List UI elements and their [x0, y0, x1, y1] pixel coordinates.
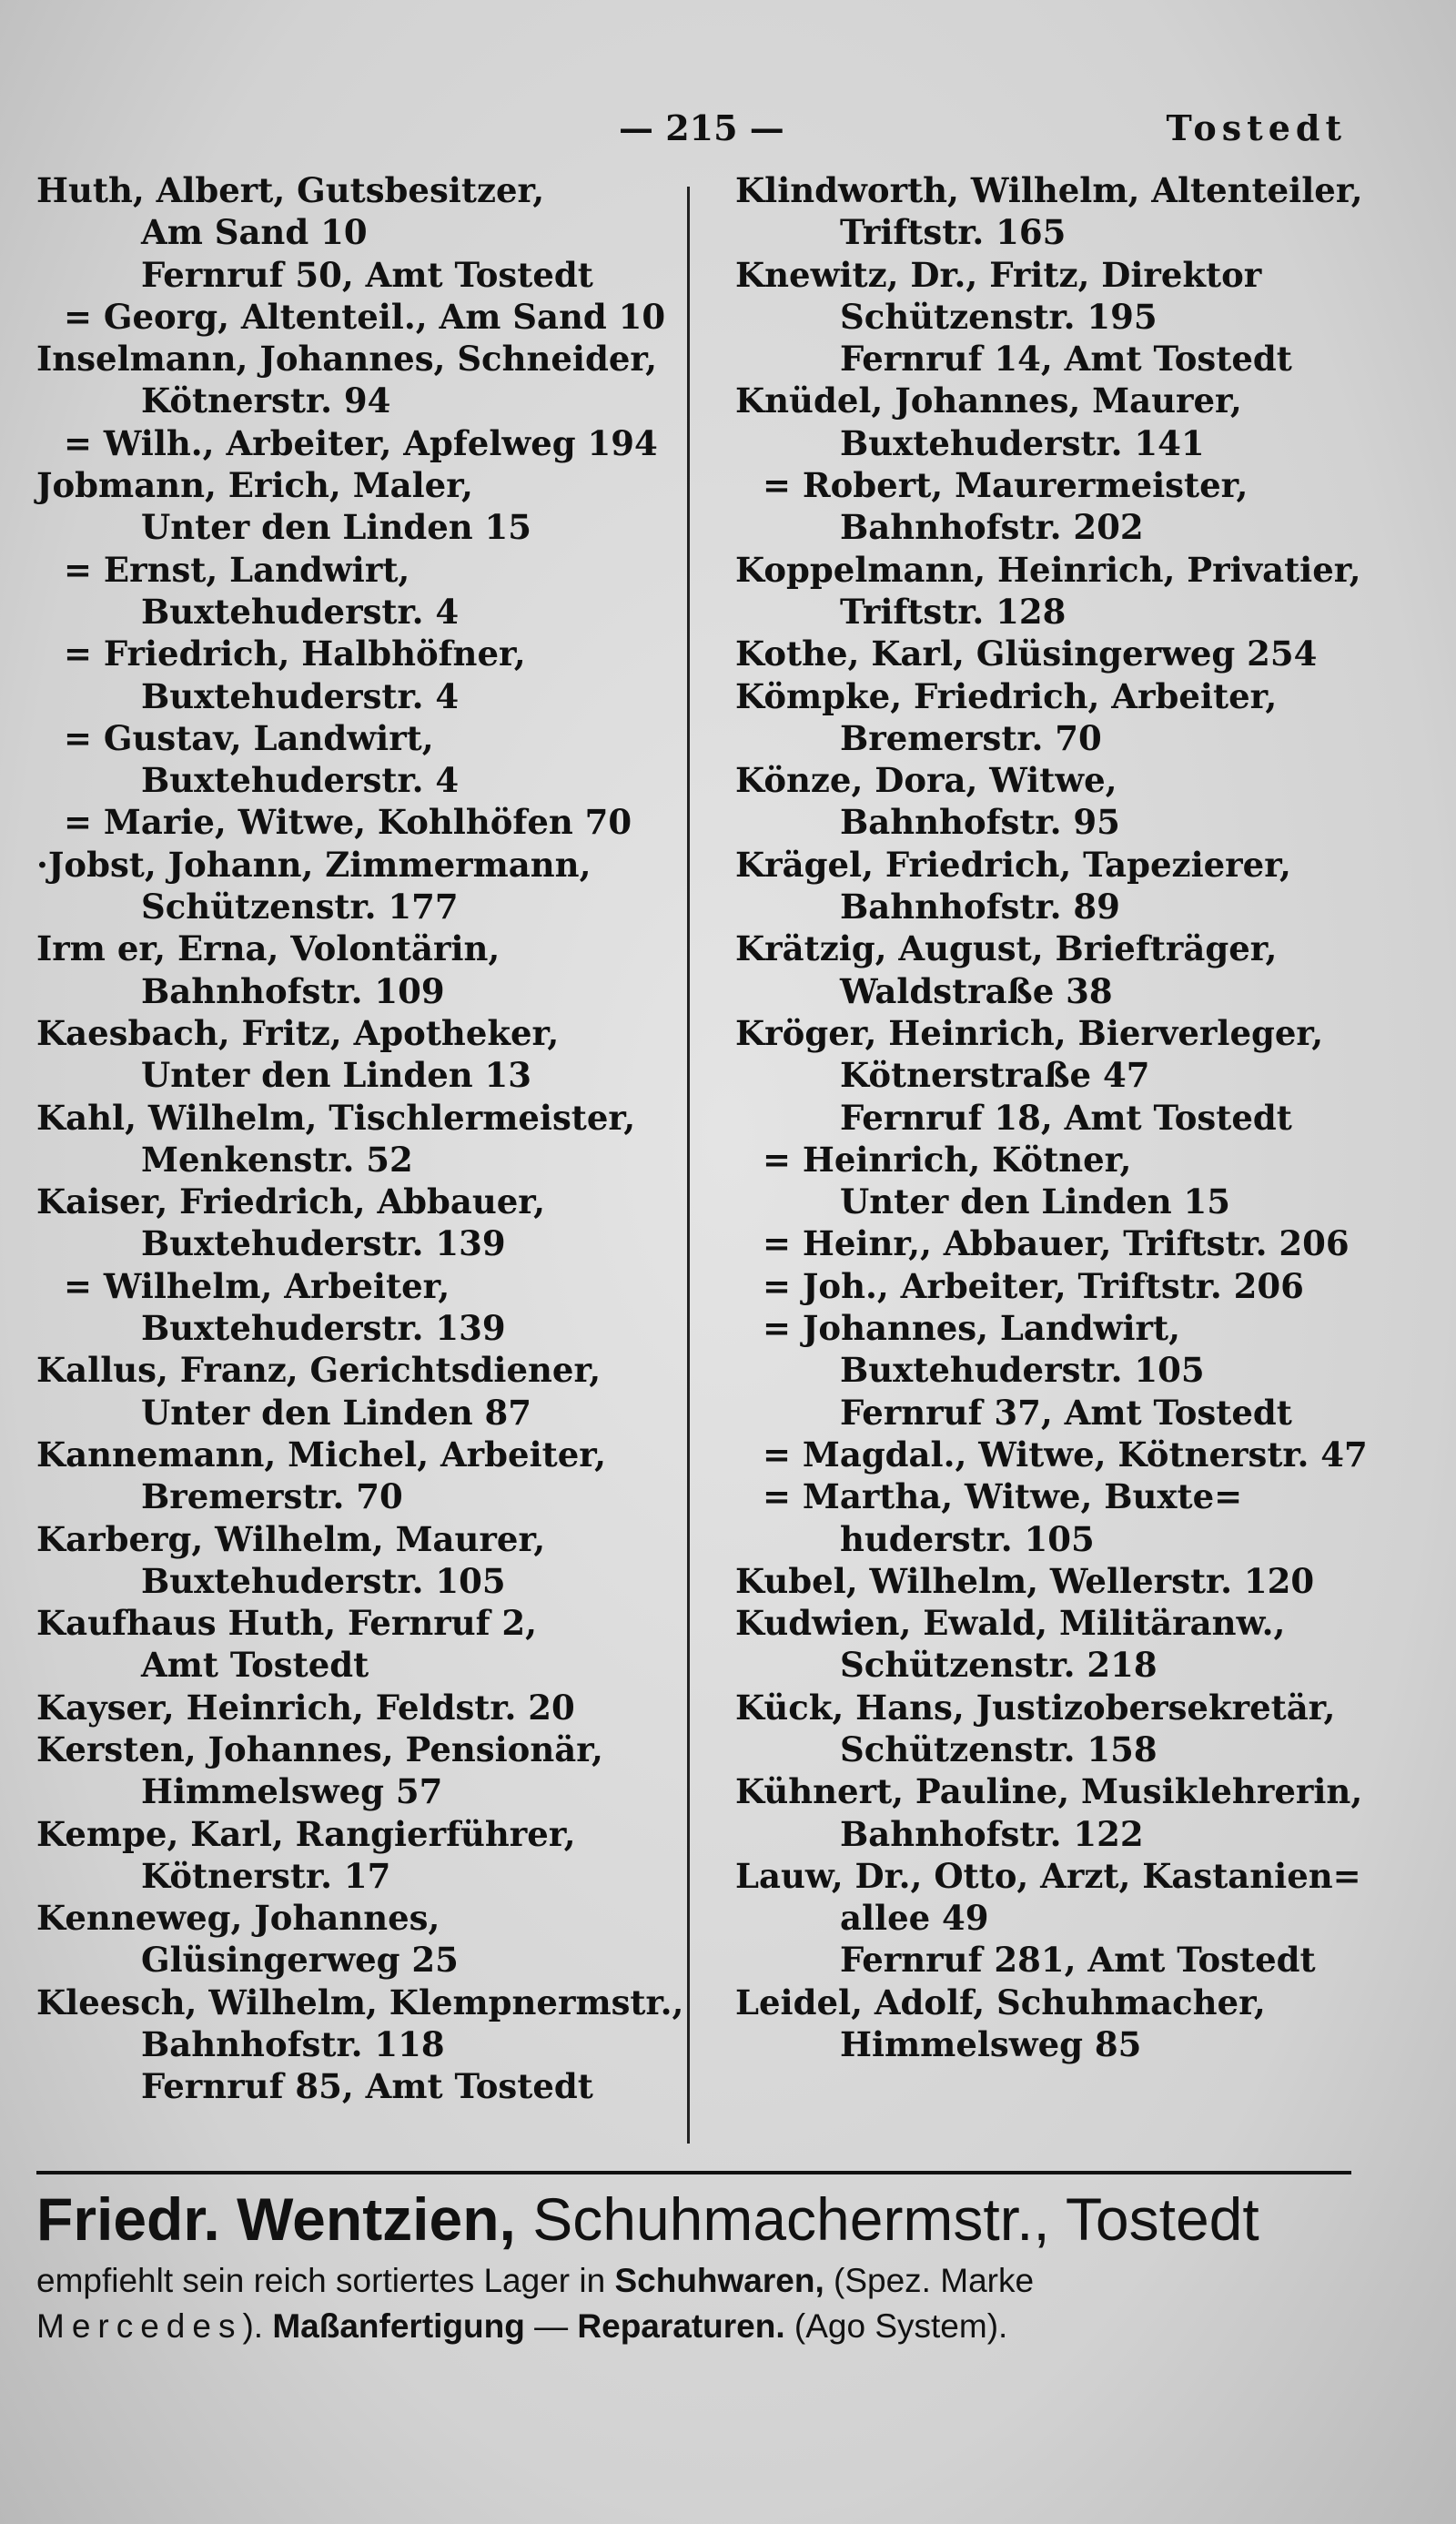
- directory-entry: Kaufhaus Huth, Fernruf 2,: [36, 1603, 538, 1644]
- directory-entry: Leidel, Adolf, Schuhmacher,: [735, 1982, 1266, 2022]
- directory-entry: Kenneweg, Johannes,: [36, 1898, 440, 1939]
- directory-entry: Krägel, Friedrich, Tapezierer,: [735, 844, 1291, 885]
- directory-entry: Könze, Dora, Witwe,: [735, 760, 1117, 801]
- directory-entry: Kayser, Heinrich, Feldstr. 20: [36, 1687, 575, 1728]
- directory-entry-line: Menkenstr. 52: [141, 1139, 413, 1180]
- directory-entry: Kleesch, Wilhelm, Klempnermstr.,: [36, 1982, 684, 2022]
- directory-entry: Klindworth, Wilhelm, Altenteiler,: [735, 170, 1363, 210]
- directory-entry-line: huderstr. 105: [840, 1518, 1095, 1559]
- directory-entry-line: Buxtehuderstr. 4: [141, 591, 460, 632]
- directory-entry-line: Fernruf 14, Amt Tostedt: [840, 339, 1292, 380]
- directory-entry-line: Kötnerstraße 47: [840, 1055, 1150, 1096]
- directory-entry-line: Fernruf 37, Amt Tostedt: [840, 1392, 1292, 1433]
- directory-entry: Kempe, Karl, Rangierführer,: [36, 1813, 576, 1854]
- directory-entry-line: = Marie, Witwe, Kohlhöfen 70: [64, 802, 632, 843]
- directory-entry-line: Glüsingerweg 25: [141, 1940, 459, 1981]
- directory-entry-line: Fernruf 281, Amt Tostedt: [840, 1940, 1316, 1981]
- column-divider: [687, 187, 690, 2144]
- directory-entry-line: = Wilh., Arbeiter, Apfelweg 194: [64, 422, 658, 463]
- directory-entry-line: = Gustav, Landwirt,: [64, 717, 434, 758]
- directory-entry-line: Unter den Linden 13: [141, 1055, 532, 1096]
- directory-entry-line: = Johannes, Landwirt,: [763, 1308, 1181, 1349]
- directory-entry-line: Kötnerstr. 94: [141, 380, 391, 421]
- directory-entry-line: = Georg, Altenteil., Am Sand 10: [64, 296, 666, 337]
- directory-entry-line: Buxtehuderstr. 141: [840, 422, 1205, 463]
- directory-entry: Karberg, Wilhelm, Maurer,: [36, 1518, 546, 1559]
- directory-entry: Kudwien, Ewald, Militäranw.,: [735, 1603, 1286, 1644]
- directory-entry-line: = Martha, Witwe, Buxte=: [763, 1476, 1243, 1517]
- directory-entry-line: Bahnhofstr. 95: [840, 802, 1120, 843]
- directory-entry-line: = Heinr,, Abbauer, Triftstr. 206: [763, 1223, 1350, 1264]
- directory-entry-line: Bahnhofstr. 202: [840, 507, 1144, 548]
- directory-entry-line: Fernruf 18, Amt Tostedt: [840, 1097, 1292, 1138]
- directory-entry-line: = Robert, Maurermeister,: [763, 465, 1249, 506]
- directory-entry-line: Buxtehuderstr. 139: [141, 1308, 506, 1349]
- directory-entry: Kaiser, Friedrich, Abbauer,: [36, 1181, 545, 1222]
- ad-brand: Mercedes: [36, 2307, 243, 2345]
- directory-entry-line: Schützenstr. 195: [840, 296, 1158, 337]
- directory-entry-line: allee 49: [840, 1898, 989, 1939]
- advertisement-line-1: [36, 2258, 1351, 2304]
- directory-entry: Irm er, Erna, Volontärin,: [36, 928, 500, 969]
- directory-entry: Kömpke, Friedrich, Arbeiter,: [735, 675, 1278, 716]
- ad-text-part: (Ago System).: [784, 2307, 1008, 2345]
- directory-entry: Kubel, Wilhelm, Wellerstr. 120: [735, 1560, 1315, 1601]
- directory-entry-line: Amt Tostedt: [141, 1645, 369, 1686]
- directory-entry: Lauw, Dr., Otto, Arzt, Kastanien=: [735, 1855, 1361, 1896]
- directory-entry-line: Unter den Linden 87: [141, 1392, 532, 1433]
- ad-text-part: (Spez. Marke: [824, 2262, 1035, 2299]
- directory-entry-line: Schützenstr. 177: [141, 887, 459, 927]
- directory-entry-line: Triftstr. 128: [840, 591, 1067, 632]
- directory-entry-line: Himmelsweg 85: [840, 2024, 1142, 2065]
- directory-entry: Kröger, Heinrich, Bierverleger,: [735, 1012, 1324, 1053]
- directory-entry-line: = Joh., Arbeiter, Triftstr. 206: [763, 1265, 1304, 1306]
- ad-emphasis: Schuhwaren,: [614, 2262, 824, 2299]
- right-column: [735, 169, 1372, 2065]
- directory-entry-line: Bahnhofstr. 109: [141, 970, 445, 1011]
- directory-entry: Kothe, Karl, Glüsingerweg 254: [735, 634, 1318, 674]
- directory-entry-line: = Wilhelm, Arbeiter,: [64, 1265, 450, 1306]
- page-header: [36, 107, 1347, 162]
- ad-text-part: —: [524, 2307, 578, 2345]
- advertisement-line-2: [36, 2304, 1351, 2349]
- directory-entry-line: Am Sand 10: [141, 212, 368, 253]
- directory-entry-line: Triftstr. 165: [840, 212, 1067, 253]
- directory-entry: Kaesbach, Fritz, Apotheker,: [36, 1012, 560, 1053]
- directory-entry-line: Buxtehuderstr. 105: [840, 1350, 1205, 1391]
- directory-entry: Jobmann, Erich, Maler,: [36, 465, 473, 506]
- directory-entry: Inselmann, Johannes, Schneider,: [36, 339, 658, 380]
- directory-entry: Kück, Hans, Justizobersekretär,: [735, 1687, 1336, 1728]
- directory-entry: Huth, Albert, Gutsbesitzer,: [36, 170, 545, 210]
- ad-emphasis: Maßanfertigung: [272, 2307, 525, 2345]
- advertisement-headline: [36, 2180, 1351, 2258]
- directory-entry: Kallus, Franz, Gerichtsdiener,: [36, 1350, 602, 1391]
- directory-entry-line: Unter den Linden 15: [141, 507, 532, 548]
- directory-entry: Koppelmann, Heinrich, Privatier,: [735, 549, 1361, 590]
- directory-entry-line: Bahnhofstr. 89: [840, 887, 1120, 927]
- directory-entry-line: Buxtehuderstr. 4: [141, 760, 460, 801]
- advertiser-name: Friedr. Wentzien,: [36, 2185, 516, 2253]
- directory-entry-line: Buxtehuderstr. 139: [141, 1223, 506, 1264]
- directory-entry-line: = Friedrich, Halbhöfner,: [64, 634, 526, 674]
- advertisement-rule: [36, 2171, 1351, 2174]
- directory-entry: Kersten, Johannes, Pensionär,: [36, 1728, 603, 1769]
- directory-entry: Kannemann, Michel, Arbeiter,: [36, 1434, 606, 1475]
- advertisement: [36, 2180, 1351, 2349]
- page-number: — 215 —: [619, 107, 784, 148]
- directory-entry: Knewitz, Dr., Fritz, Direktor: [735, 254, 1262, 295]
- directory-entry-line: Bahnhofstr. 122: [840, 1813, 1144, 1854]
- directory-entry-line: Bremerstr. 70: [141, 1476, 403, 1517]
- directory-entry-line: = Heinrich, Kötner,: [763, 1139, 1132, 1180]
- directory-entry-line: Himmelsweg 57: [141, 1771, 443, 1812]
- directory-entry: Krätzig, August, Briefträger,: [735, 928, 1278, 969]
- directory-entry-line: Schützenstr. 158: [840, 1728, 1158, 1769]
- directory-entry: Kühnert, Pauline, Musiklehrerin,: [735, 1771, 1363, 1812]
- directory-entry: ·Jobst, Johann, Zimmermann,: [36, 844, 592, 885]
- running-head: Tostedt: [1166, 107, 1347, 148]
- directory-entry-line: Bahnhofstr. 118: [141, 2024, 445, 2065]
- ad-emphasis: Reparaturen.: [577, 2307, 785, 2345]
- left-column: [36, 169, 684, 2108]
- ad-text-part: empfiehlt sein reich sortiertes Lager in: [36, 2262, 615, 2299]
- advertiser-trade: Schuhmachermstr., Tostedt: [515, 2185, 1259, 2253]
- directory-entry: Knüdel, Johannes, Maurer,: [735, 380, 1242, 421]
- directory-entry: Kahl, Wilhelm, Tischlermeister,: [36, 1097, 636, 1138]
- directory-entry-line: Kötnerstr. 17: [141, 1855, 391, 1896]
- directory-entry-line: Buxtehuderstr. 4: [141, 675, 460, 716]
- directory-entry-line: Buxtehuderstr. 105: [141, 1560, 506, 1601]
- directory-entry-line: Unter den Linden 15: [840, 1181, 1231, 1222]
- directory-entry-line: Fernruf 50, Amt Tostedt: [141, 254, 593, 295]
- directory-entry-line: Schützenstr. 218: [840, 1645, 1158, 1686]
- directory-entry-line: Bremerstr. 70: [840, 717, 1102, 758]
- directory-entry-line: = Magdal., Witwe, Kötnerstr. 47: [763, 1434, 1368, 1475]
- directory-entry-line: Waldstraße 38: [840, 970, 1113, 1011]
- directory-entry-line: Fernruf 85, Amt Tostedt: [141, 2066, 593, 2107]
- directory-entry-line: = Ernst, Landwirt,: [64, 549, 410, 590]
- ad-text-part: ).: [242, 2307, 273, 2345]
